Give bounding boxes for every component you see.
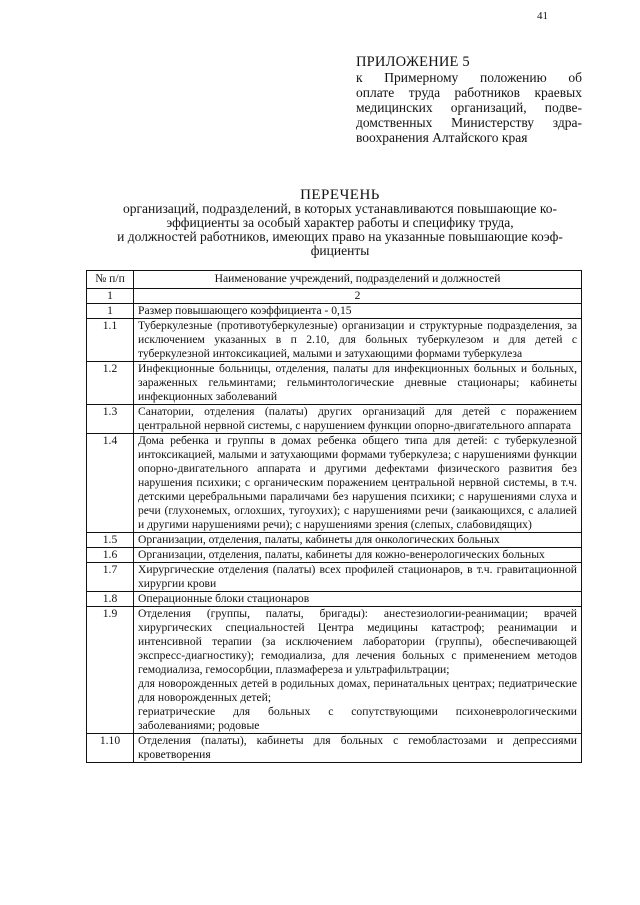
column-number-cell: 1 xyxy=(87,289,134,304)
table-row xyxy=(87,362,582,405)
column-numbers-row xyxy=(87,289,582,304)
row-paragraph: для новорожденных детей в родильных домах, перинатальных центрах; педиатрические для новорожденных детей; xyxy=(138,677,577,704)
table-row xyxy=(87,592,582,607)
row-text-multi xyxy=(134,607,582,734)
row-text: Организации, отделения, палаты, кабинеты для онкологических больных xyxy=(134,533,582,548)
row-text: Операционные блоки стационаров xyxy=(134,592,582,607)
row-number: 1 xyxy=(87,304,134,319)
row-text: Туберкулезные (противотуберкулезные) организации и структурные подразделения, за исключением указанных в п 2.10, для больных туберкулезом и для детей с туберкулезной интоксикацией, малыми и затухающими формами туберкулеза xyxy=(134,319,582,362)
column-number-cell: 2 xyxy=(134,289,582,304)
row-number: 1.4 xyxy=(87,434,134,533)
row-text: Хирургические отделения (палаты) всех профилей стационаров, в т.ч. гравитационной хирургии крови xyxy=(134,563,582,592)
heading-line: эффициенты за особый характер работы и специфику труда, xyxy=(166,215,514,230)
appendix-line: к Примерному положению об xyxy=(356,70,582,85)
row-paragraph: Отделения (группы, палаты, бригады): анестезиологии-реанимации; врачей хирургических специальностей Центра медицины катастроф; реанимации и интенсивной терапии (за исключением лаборатории (группы), обеспечивающей экспресс-диагностику); гемодиализа, для лечения больных с применением методов гемодиализа, гемосорбции, плазмафереза и ультрафильтрации; xyxy=(138,607,577,676)
heading-line: и должностей работников, имеющих право на указанные повышающие коэф- xyxy=(117,229,563,244)
row-paragraph: гериатрические для больных с сопутствующими психоневрологическими заболеваниями; родовые xyxy=(138,705,577,732)
appendix-line: медицинских организаций, подве- xyxy=(356,100,582,115)
header-name-cell: Наименование учреждений, подразделений и должностей xyxy=(134,271,582,289)
heading-line: фициенты xyxy=(310,243,370,258)
appendix-title: ПРИЛОЖЕНИЕ 5 xyxy=(356,54,470,70)
table-row xyxy=(87,533,582,548)
row-number: 1.3 xyxy=(87,405,134,434)
row-number: 1.8 xyxy=(87,592,134,607)
row-number: 1.6 xyxy=(87,548,134,563)
coefficients-table xyxy=(86,270,582,763)
document-heading xyxy=(80,188,600,258)
table-row xyxy=(87,405,582,434)
row-number: 1.1 xyxy=(87,319,134,362)
appendix-line: домственных Министерству здра- xyxy=(356,115,582,130)
row-number: 1.9 xyxy=(87,607,134,734)
page-number: 41 xyxy=(537,10,548,22)
table-row xyxy=(87,434,582,533)
heading-line: организаций, подразделений, в которых устанавливаются повышающие ко- xyxy=(122,201,558,216)
row-number: 1.7 xyxy=(87,563,134,592)
table-row xyxy=(87,607,582,734)
table-header-row xyxy=(87,271,582,289)
row-number: 1.2 xyxy=(87,362,134,405)
row-number: 1.10 xyxy=(87,734,134,763)
heading-title: ПЕРЕЧЕНЬ xyxy=(300,187,380,203)
table-row xyxy=(87,548,582,563)
header-number-cell: № п/п xyxy=(87,271,134,289)
table-row xyxy=(87,734,582,763)
appendix-line: оплате труда работников краевых xyxy=(356,85,582,100)
row-text: Размер повышающего коэффициента - 0,15 xyxy=(134,304,582,319)
appendix-line: воохранения Алтайского края xyxy=(356,130,528,145)
row-text: Организации, отделения, палаты, кабинеты для кожно-венерологических больных xyxy=(134,548,582,563)
table-row xyxy=(87,563,582,592)
row-text: Отделения (палаты), кабинеты для больных с гемобластозами и депрессиями кроветворения xyxy=(134,734,582,763)
appendix-block xyxy=(356,55,582,145)
table-row xyxy=(87,319,582,362)
table-row xyxy=(87,304,582,319)
row-text: Инфекционные больницы, отделения, палаты для инфекционных больных и больных, зараженных гельминтами; гельминтологические дневные стационары; кабинеты инфекционных заболеваний xyxy=(134,362,582,405)
row-text: Дома ребенка и группы в домах ребенка общего типа для детей: с туберкулезной интоксикацией, малыми и затухающими формами туберкулеза; с нарушениями функции опорно-двигательного аппарата и другими дефектами физического развития без нарушения психики; с органическим поражением центральной нервной системы, в т.ч. детскими церебральными параличами без нарушения психики; с нарушениями слуха и речи (глухонемых, оглохших, тугоухих); с нарушениями речи (заикающихся, с алалией и другими нарушениями речи); с нарушениями зрения (слепых, слабовидящих) xyxy=(134,434,582,533)
row-number: 1.5 xyxy=(87,533,134,548)
row-text: Санатории, отделения (палаты) других организаций для детей с поражением центральной нервной системы, с нарушением функции опорно-двигательного аппарата xyxy=(134,405,582,434)
